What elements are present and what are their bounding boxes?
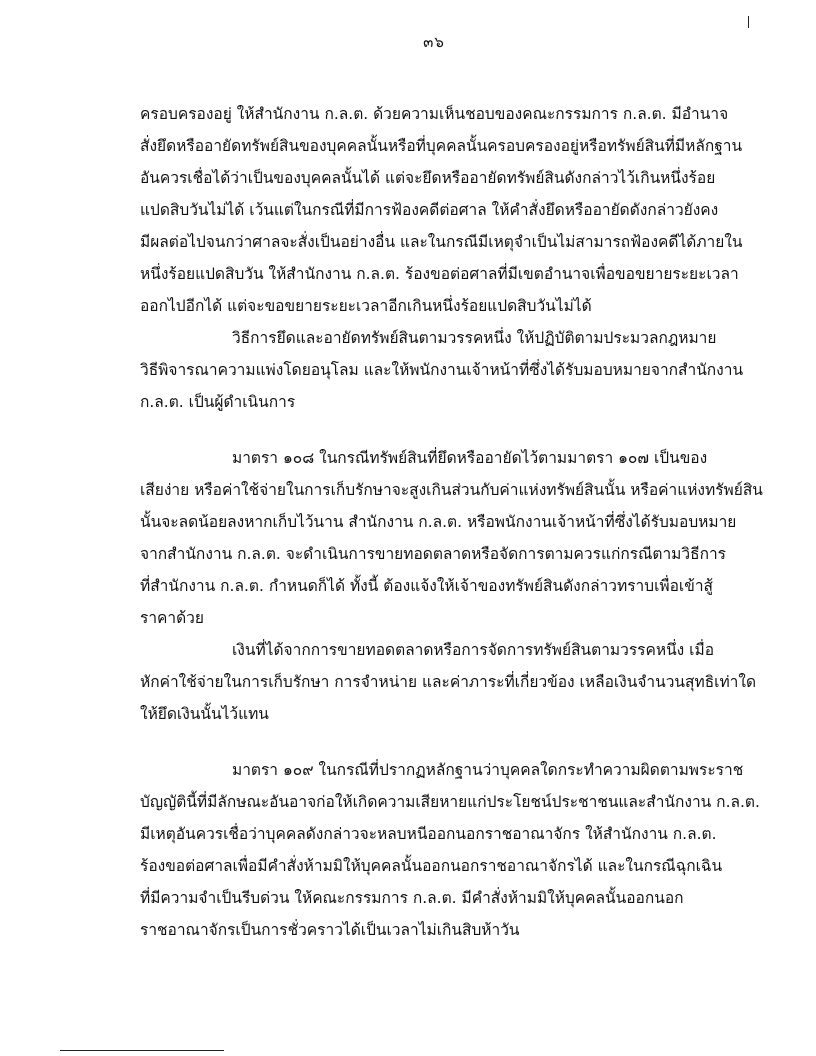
text-line: ที่สำนักงาน ก.ล.ต. กำหนดก็ได้ ทั้งนี้ ต้องแจ้งให้เจ้าของทรัพย์สินดังกล่าวทราบเพื่อเข้าสู้: [140, 577, 713, 595]
footnote-rule: [60, 1050, 224, 1051]
text-line: มีเหตุอันควรเชื่อว่าบุคคลดังกล่าวจะหลบหนีออกนอกราชอาณาจักร ให้สำนักงาน ก.ล.ต.: [140, 825, 717, 843]
text-line: แปดสิบวันไม่ได้ เว้นแต่ในกรณีที่มีการฟ้องคดีต่อศาล ให้คำสั่งยึดหรืออายัดดังกล่าวยังคง: [140, 201, 719, 219]
text-line: หนึ่งร้อยแปดสิบวัน ให้สำนักงาน ก.ล.ต. ร้องขอต่อศาลที่มีเขตอำนาจเพื่อขอขยายระยะเวลา: [140, 265, 739, 283]
text-line: เสียง่าย หรือค่าใช้จ่ายในการเก็บรักษาจะสูงเกินส่วนกับค่าแห่งทรัพย์สินนั้น หรือค่าแห่งทรัพย์สิน: [140, 481, 763, 499]
text-line: วิธีพิจารณาความแพ่งโดยอนุโลม และให้พนักงานเจ้าหน้าที่ซึ่งได้รับมอบหมายจากสำนักงาน: [140, 361, 744, 379]
text-line: จากสำนักงาน ก.ล.ต. จะดำเนินการขายทอดตลาดหรือจัดการตามควรแก่กรณีตามวิธีการ: [140, 545, 726, 563]
text-line: ครอบครองอยู่ ให้สำนักงาน ก.ล.ต. ด้วยความเห็นชอบของคณะกรรมการ ก.ล.ต. มีอำนาจ: [140, 105, 729, 123]
text-line: หักค่าใช้จ่ายในการเก็บรักษา การจำหน่าย และค่าภาระที่เกี่ยวข้อง เหลือเงินจำนวนสุทธิเท่าใด: [140, 673, 757, 691]
text-line: ราชอาณาจักรเป็นการชั่วคราวได้เป็นเวลาไม่เกินสิบห้าวัน: [140, 921, 520, 939]
page-number: ๓๖: [423, 33, 445, 51]
text-line: ราคาด้วย: [140, 609, 204, 627]
text-line: มีผลต่อไปจนกว่าศาลจะสั่งเป็นอย่างอื่น และในกรณีมีเหตุจำเป็นไม่สามารถฟ้องคดีได้ภายใน: [140, 233, 743, 251]
text-line: เงินที่ได้จากการขายทอดตลาดหรือการจัดการทรัพย์สินตามวรรคหนึ่ง เมื่อ: [232, 641, 714, 659]
text-line: ที่มีความจำเป็นรีบด่วน ให้คณะกรรมการ ก.ล.ต. มีคำสั่งห้ามมิให้บุคคลนั้นออกนอก: [140, 889, 684, 907]
text-line: นั้นจะลดน้อยลงหากเก็บไว้นาน สำนักงาน ก.ล.ต. หรือพนักงานเจ้าหน้าที่ซึ่งได้รับมอบหมาย: [140, 513, 737, 531]
scan-mark: [748, 16, 749, 28]
text-line: บัญญัตินี้ที่มีลักษณะอันอาจก่อให้เกิดความเสียหายแก่ประโยชน์ประชาชนและสำนักงาน ก.ล.ต.: [140, 793, 760, 811]
text-line: ร้องขอต่อศาลเพื่อมีคำสั่งห้ามมิให้บุคคลนั้นออกนอกราชอาณาจักรได้ และในกรณีฉุกเฉิน: [140, 857, 723, 875]
section-109-heading: มาตรา ๑๐๙ ในกรณีที่ปรากฏหลักฐานว่าบุคคลใดกระทำความผิดตามพระราช: [232, 761, 744, 779]
text-line: ให้ยึดเงินนั้นไว้แทน: [140, 705, 269, 723]
text-line: สั่งยึดหรืออายัดทรัพย์สินของบุคคลนั้นหรือที่บุคคลนั้นครอบครองอยู่หรือทรัพย์สินที่มีหลักฐาน: [140, 137, 743, 155]
text-line: ออกไปอีกได้ แต่จะขอขยายระยะเวลาอีกเกินหนึ่งร้อยแปดสิบวันไม่ได้: [140, 297, 592, 315]
text-line: ก.ล.ต. เป็นผู้ดำเนินการ: [140, 393, 296, 411]
text-line: วิธีการยึดและอายัดทรัพย์สินตามวรรคหนึ่ง ให้ปฏิบัติตามประมวลกฎหมาย: [232, 329, 717, 347]
section-108-heading: มาตรา ๑๐๘ ในกรณีทรัพย์สินที่ยึดหรืออายัดไว้ตามมาตรา ๑๐๗ เป็นของ: [232, 449, 708, 467]
text-line: อันควรเชื่อได้ว่าเป็นของบุคคลนั้นได้ แต่จะยึดหรืออายัดทรัพย์สินดังกล่าวไว้เกินหนึ่งร้อย: [140, 169, 716, 187]
